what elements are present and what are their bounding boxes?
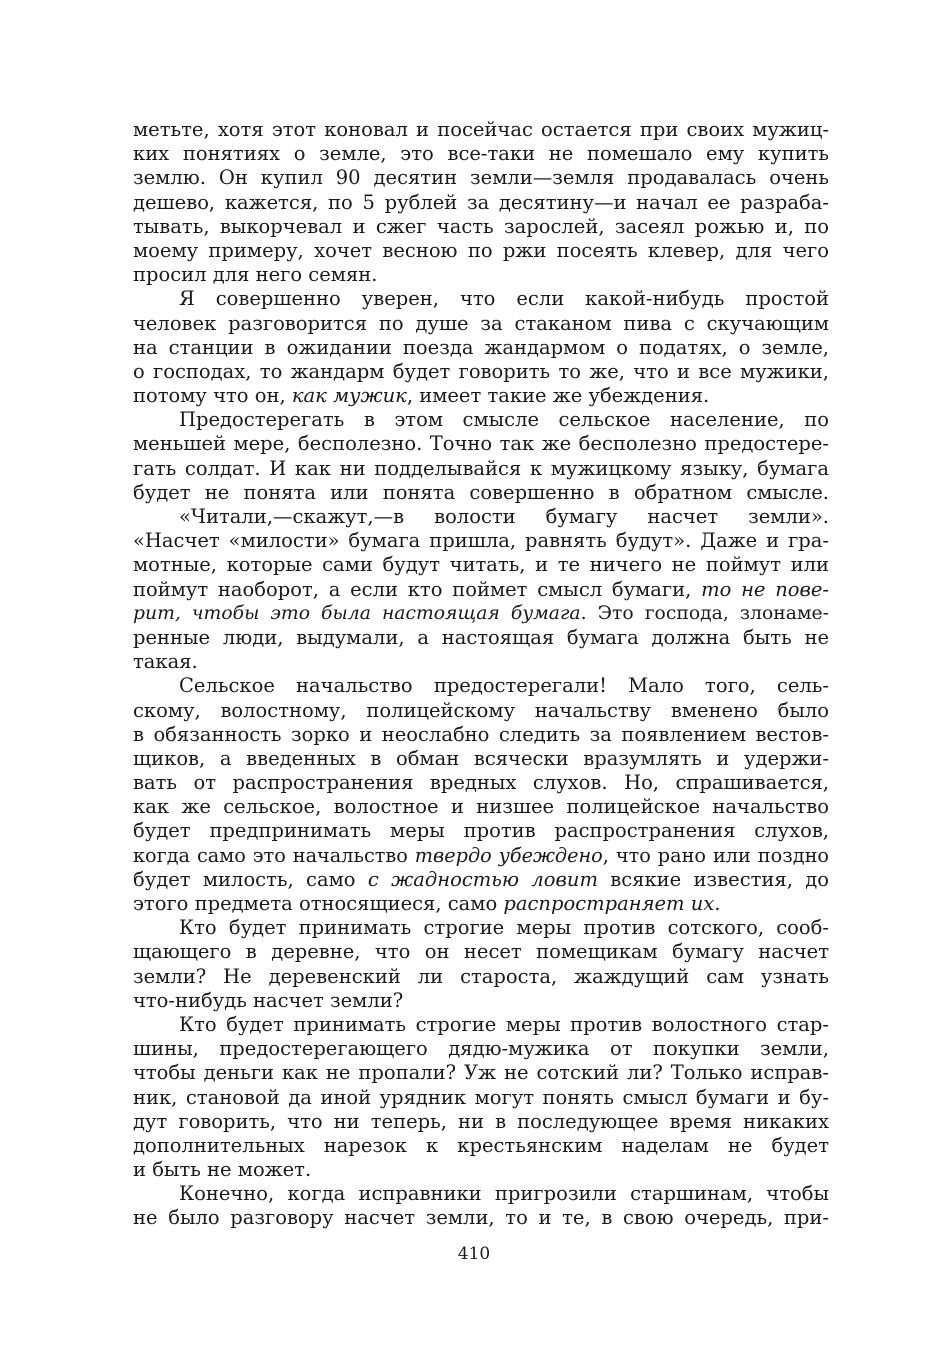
text-line [133, 457, 829, 481]
text-segment: будет не понята или понята совершенно в обратном смысле. [133, 480, 829, 504]
text-segment: щающего в деревне, что он несет помещикам бумагу насчет [133, 940, 829, 964]
text-segment: Предостерегать в этом смысле сельское население, по [179, 408, 829, 432]
text-segment: этого предмета относящиеся, само [133, 892, 504, 915]
text-segment: и быть не может. [133, 1158, 312, 1182]
text-segment: будет милость, само [133, 867, 368, 891]
text-segment: ник, становой да иной урядник могут понять смысл бумаги и бу- [133, 1085, 829, 1109]
text-line [133, 1061, 829, 1085]
text-segment: ких понятиях о земле, это все-таки не помешало ему купить [133, 142, 829, 166]
text-segment: Конечно, когда исправники пригрозили старшинам, чтобы [179, 1182, 829, 1206]
text-line [133, 336, 829, 360]
text-segment: гать солдат. И как ни подделывайся к мужицкому языку, бумага [133, 456, 829, 480]
italic-text: как мужик [291, 384, 407, 408]
text-segment: , имеет такие же убеждения. [406, 384, 710, 408]
text-line [133, 1013, 829, 1037]
text-line [133, 287, 829, 311]
text-segment: просил для него семян. [133, 263, 378, 287]
text-segment: человек разговорится по душе за стаканом пива с скучающим [133, 311, 829, 335]
text-line [133, 989, 829, 1013]
text-line [133, 916, 829, 940]
text-segment: земли? Не деревенский ли староста, жаждущий сам узнать [133, 964, 829, 988]
text-segment: . [714, 892, 721, 915]
text-line [133, 263, 829, 287]
text-line [133, 965, 829, 989]
text-segment: поймут наоборот, а если кто поймет смысл бумаги, [133, 577, 702, 601]
text-line [133, 771, 829, 795]
text-line [133, 868, 829, 892]
text-segment: Я совершенно уверен, что если какой-нибудь простой [179, 287, 829, 311]
text-line [133, 699, 829, 723]
text-line [133, 674, 829, 698]
text-segment: будет предпринимать меры против распространения слухов, [133, 819, 829, 843]
text-line [133, 1158, 829, 1182]
text-segment: , что рано или поздно [602, 843, 829, 867]
italic-text: рит, чтобы это была настоящая бумага [133, 602, 581, 624]
text-line [133, 626, 829, 650]
text-line [133, 1086, 829, 1110]
text-line [133, 118, 829, 142]
text-line [133, 747, 829, 771]
text-line [133, 191, 829, 215]
italic-text: распространяет их [503, 892, 715, 915]
text-segment: Сельское начальство предостерегали! Мало того, сель- [179, 674, 829, 698]
text-line [133, 166, 829, 190]
text-line [133, 312, 829, 336]
text-segment: в обязанность зорко и неослабно следить за появлением вестов- [133, 722, 829, 746]
text-segment: метьте, хотя этот коновал и посейчас остается при своих мужиц- [133, 118, 829, 141]
text-segment: дешево, кажется, по 5 рублей за десятину—и начал ее разраба- [133, 190, 829, 214]
italic-text: то не пове- [701, 577, 829, 601]
text-line [133, 844, 829, 868]
text-segment: землю. Он купил 90 десятин земли—земля продавалась очень [133, 166, 829, 190]
text-line [133, 1134, 829, 1158]
text-line [133, 578, 829, 602]
text-line [133, 360, 829, 384]
text-segment: дут говорить, что ни теперь, ни в последующее время никаких [133, 1109, 829, 1133]
text-line [133, 650, 829, 674]
text-line [133, 819, 829, 843]
text-line [133, 553, 829, 577]
text-line [133, 432, 829, 456]
text-segment: моему примеру, хочет весною по ржи посеять клевер, для чего [133, 238, 829, 262]
text-segment: не было разговору насчет земли, то и те, в свою очередь, при- [133, 1206, 829, 1230]
text-segment: что-нибудь насчет земли? [133, 988, 404, 1012]
text-line [133, 529, 829, 553]
text-line [133, 481, 829, 505]
text-line [133, 940, 829, 964]
text-segment: «Насчет «милости» бумага пришла, равнять будут». Даже и гра- [133, 529, 829, 553]
text-segment: чтобы деньги как не пропали? Уж не сотский ли? Только исправ- [133, 1061, 829, 1085]
text-segment: о господах, то жандарм будет говорить то же, что и все мужики, [133, 359, 829, 383]
text-segment: как же сельское, волостное и низшее полицейское начальство [133, 795, 829, 819]
text-line [133, 723, 829, 747]
text-segment: потому что он, [133, 384, 292, 408]
text-line [133, 384, 829, 408]
text-segment: всякие известия, до [597, 867, 829, 891]
text-segment: такая. [133, 650, 198, 674]
body-text [133, 118, 829, 1231]
text-line [133, 892, 829, 916]
text-line [133, 239, 829, 263]
text-segment: шины, предостерегающего дядю-мужика от покупки земли, [133, 1037, 829, 1061]
text-segment: мотные, которые сами будут читать, и те ничего не поймут или [133, 553, 829, 577]
page-number: 410 [457, 1244, 491, 1264]
text-line [133, 142, 829, 166]
text-segment: Кто будет принимать строгие меры против сотского, сооб- [179, 916, 829, 940]
text-segment: . Это господа, злонаме- [580, 602, 829, 624]
text-line [133, 602, 829, 626]
text-segment: ренные люди, выдумали, а настоящая бумага должна быть не [133, 625, 829, 649]
text-segment: на станции в ожидании поезда жандармом о податях, о земле, [133, 335, 829, 359]
text-segment: вать от распространения вредных слухов. Но, спрашивается, [133, 771, 829, 795]
text-segment: дополнительных нарезок к крестьянским наделам не будет [133, 1133, 829, 1157]
text-segment: меньшей мере, бесполезно. Точно так же бесполезно предостере- [133, 432, 829, 456]
italic-text: с жадностью ловит [367, 867, 598, 891]
text-line [133, 1110, 829, 1134]
text-line [133, 505, 829, 529]
text-line [133, 1182, 829, 1206]
text-segment: Кто будет принимать строгие меры против волостного стар- [179, 1012, 829, 1036]
text-line [133, 408, 829, 432]
text-segment: когда само это начальство [133, 843, 415, 867]
text-segment: «Читали,—скажут,—в волости бумагу насчет земли». [179, 505, 829, 528]
text-segment: скому, волостному, полицейскому начальству вменено было [133, 698, 829, 722]
text-line [133, 1206, 829, 1230]
text-line [133, 1037, 829, 1061]
text-segment: щиков, а введенных в обман всячески вразумлять и удержи- [133, 746, 829, 770]
text-line [133, 795, 829, 819]
text-segment: тывать, выкорчевал и сжег часть зарослей, засеял рожью и, по [133, 214, 829, 238]
text-line [133, 215, 829, 239]
italic-text: твердо убеждено [414, 843, 603, 867]
